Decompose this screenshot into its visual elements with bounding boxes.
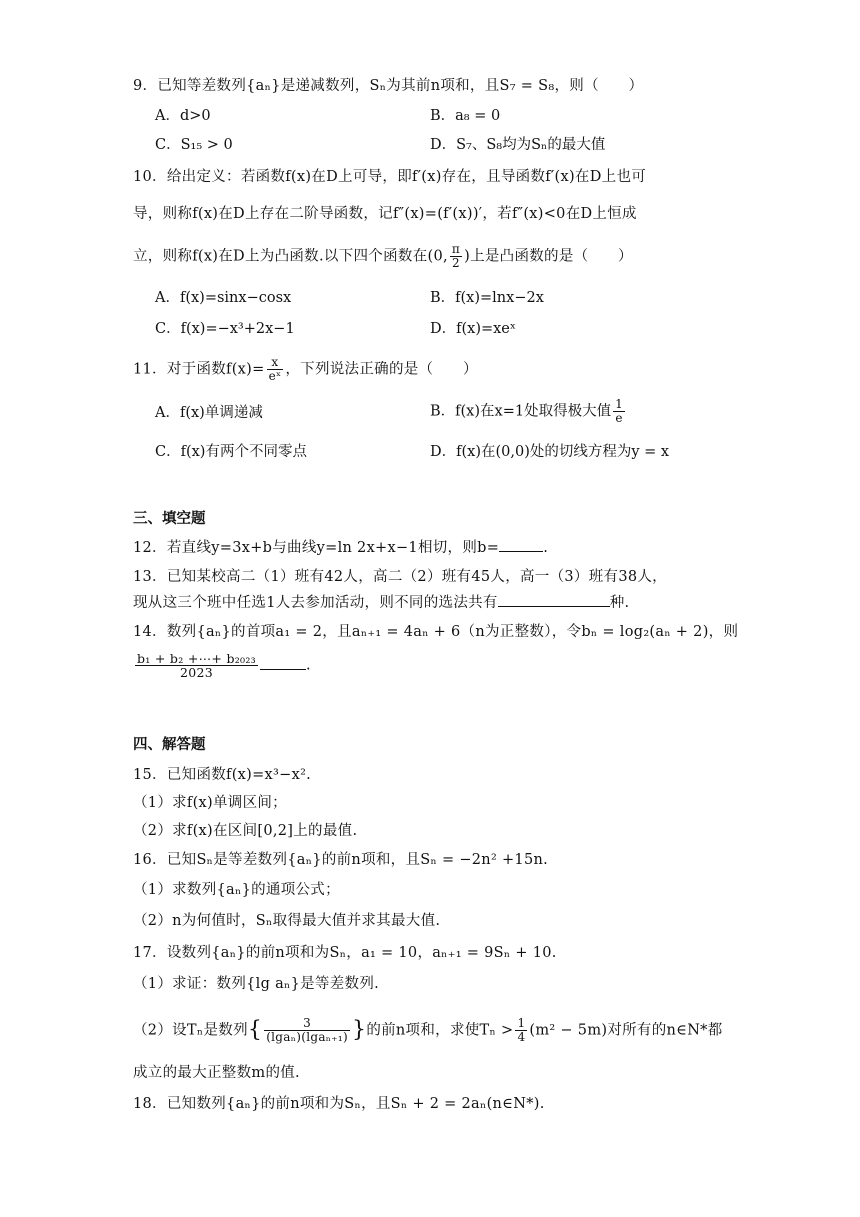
interval-left: (0,	[427, 248, 448, 265]
q17-part2-tail: (m² − 5m)对所有的n∈N*都	[529, 1022, 723, 1039]
sequence-fraction	[264, 1017, 350, 1044]
q17-numerator: 3	[264, 1017, 350, 1031]
quarter-fraction	[515, 1017, 527, 1044]
q13-blank[interactable]	[498, 592, 610, 607]
q17-part2-cont: 成立的最大正整数m的值.	[133, 1065, 300, 1081]
q9-option-d: D．S₇、S₈均为Sₙ的最大值	[430, 137, 606, 153]
q15-part2: （2）求f(x)在区间[0,2]上的最值.	[133, 823, 358, 839]
q12-tail: .	[543, 540, 549, 556]
q14-line2	[133, 652, 311, 679]
q14-numerator: b₁ + b₂ +⋯+ b₂₀₂₃	[137, 651, 256, 666]
q11-option-d: D．f(x)在(0,0)处的切线方程为y = x	[430, 444, 670, 460]
pi-denominator: 2	[452, 256, 460, 270]
q14-tail: .	[306, 657, 311, 674]
q16-part2: （2）n为何值时，Sₙ取得最大值并求其最大值.	[133, 913, 441, 929]
left-brace: {	[247, 1017, 263, 1043]
q9-stem: 9．已知等差数列{aₙ}是递减数列，Sₙ为其前n项和，且S₇ = S₈，则（ ）	[133, 78, 644, 94]
q16-stem: 16．已知Sₙ是等差数列{aₙ}的前n项和，且Sₙ = −2n² +15n.	[133, 852, 549, 868]
q11-stem-tail: ，下列说法正确的是（ ）	[285, 361, 478, 378]
q11-option-b-text: B．f(x)在x=1处取得极大值	[430, 403, 612, 420]
one-over-e	[613, 398, 625, 425]
q10-option-a: A．f(x)=sinx−cosx	[155, 290, 292, 306]
q10-line2: 导，则称f(x)在D上存在二阶导函数，记f″(x)=(f′(x))′，若f″(x)<0在D上恒成	[133, 206, 637, 222]
q12-blank[interactable]	[499, 537, 543, 552]
q11-option-c: C．f(x)有两个不同零点	[155, 444, 307, 460]
q10-line3-tail: 上是凸函数的是（ ）	[470, 248, 633, 265]
right-brace: }	[352, 1017, 367, 1043]
q17-part1: （1）求证：数列{lg aₙ}是等差数列.	[133, 976, 380, 992]
q11-stem	[133, 356, 478, 383]
q11-stem-text: 11．对于函数f(x)=	[133, 361, 265, 378]
q12-text: 12．若直线y=3x+b与曲线y=ln 2x+x−1相切，则b=	[133, 540, 500, 556]
pi-over-2	[450, 243, 462, 270]
section-answer-title: 四、解答题	[133, 737, 206, 753]
q17-part2-text: （2）设Tₙ是数列	[133, 1022, 248, 1039]
b-numerator: 1	[615, 397, 623, 411]
q14-denominator: 2023	[179, 665, 213, 680]
q14-blank[interactable]	[260, 655, 306, 670]
q17-denominator: (lgaₙ)(lgaₙ₊₁)	[266, 1030, 348, 1044]
q11-denominator: eˣ	[268, 369, 282, 383]
q9-option-b: B．a₈ = 0	[430, 108, 501, 124]
q17-part2	[133, 1017, 723, 1044]
q11-option-a: A．f(x)单调递减	[155, 405, 263, 421]
x-over-ex	[267, 356, 284, 383]
q12	[133, 537, 548, 559]
q13-line1: 13．已知某校高二（1）班有42人，高二（2）班有45人，高一（3）班有38人，	[133, 569, 667, 585]
quarter-denominator: 4	[517, 1030, 526, 1044]
q18-stem: 18．已知数列{aₙ}的前n项和为Sₙ，且Sₙ + 2 = 2aₙ(n∈N*).	[133, 1096, 545, 1112]
b-denominator: e	[615, 411, 623, 425]
q9-option-a: A．d>0	[155, 108, 211, 124]
section-fill-in-title: 三、填空题	[133, 511, 206, 527]
interval-right: )	[464, 248, 471, 265]
q14-line1: 14．数列{aₙ}的首项a₁ = 2，且aₙ₊₁ = 4aₙ + 6（n为正整数），令bₙ = log₂(aₙ + 2)，则	[133, 624, 739, 640]
q10-line3	[133, 243, 633, 270]
q10-line3-text: 立，则称f(x)在D上为凸函数.以下四个函数在	[133, 248, 428, 265]
sum-over-2023	[135, 652, 258, 679]
q13-tail: 种.	[609, 595, 630, 611]
q11-option-b	[430, 398, 627, 425]
q13-text: 现从这三个班中任选1人去参加活动，则不同的选法共有	[133, 595, 498, 611]
q16-part1: （1）求数列{aₙ}的通项公式；	[133, 882, 340, 898]
q10-line1: 10．给出定义：若函数f(x)在D上可导，即f′(x)存在，且导函数f′(x)在D上也可	[133, 169, 647, 185]
q9-option-c: C．S₁₅ > 0	[155, 137, 233, 153]
quarter-numerator: 1	[517, 1016, 526, 1030]
q17-part2-mid: 的前n项和，求使Tₙ >	[366, 1022, 514, 1039]
q15-part1: （1）求f(x)单调区间；	[133, 795, 287, 811]
q17-stem: 17．设数列{aₙ}的前n项和为Sₙ，a₁ = 10，aₙ₊₁ = 9Sₙ + 10.	[133, 945, 557, 961]
q11-numerator: x	[267, 356, 284, 370]
q15-stem: 15．已知函数f(x)=x³−x².	[133, 767, 312, 783]
q10-option-c: C．f(x)=−x³+2x−1	[155, 321, 295, 337]
pi-numerator: π	[451, 242, 461, 256]
q10-option-d: D．f(x)=xeˣ	[430, 321, 517, 337]
q10-option-b: B．f(x)=lnx−2x	[430, 290, 544, 306]
q13-line2	[133, 592, 629, 614]
